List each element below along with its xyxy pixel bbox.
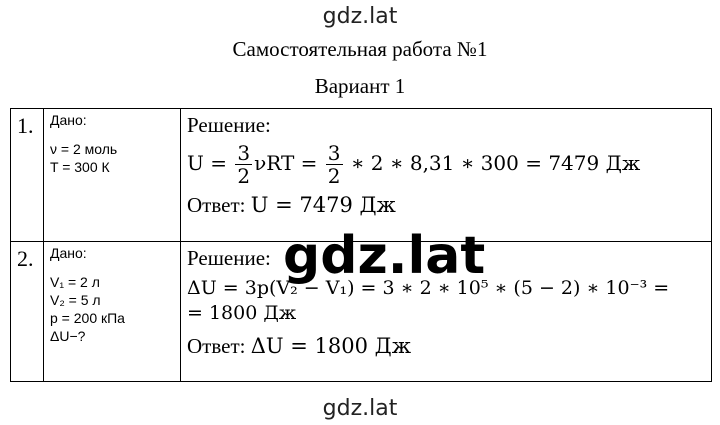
problem-number: 1. [11,109,44,242]
fraction [326,142,343,187]
answer-line [187,334,711,359]
solution-line-2: = 1800 Дж [187,302,297,324]
given-line: T = 300 К [50,159,110,175]
watermark-top: gdz.lat [322,4,398,29]
given-line: ΔU−? [50,328,86,344]
formula-rest: ∗ 2 ∗ 8,31 ∗ 300 = 7479 Дж [350,151,641,175]
fraction [235,142,252,187]
solution-line-1: ΔU = 3p(V₂ − V₁) = 3 ∗ 2 ∗ 10⁵ ∗ (5 − 2) ∗ 10⁻³ = [187,277,670,299]
problem-number: 2. [11,242,44,382]
given-label: Дано: [50,245,87,261]
given-cell [44,109,181,242]
given-line: ν = 2 моль [50,141,118,157]
given-line: V₁ = 2 л [50,274,100,290]
formula-lhs: U = [187,151,227,175]
problem-row-1 [11,109,712,242]
watermark-center: gdz.lat [283,226,486,286]
variant-heading: Вариант 1 [314,74,406,98]
solution-formula [187,142,711,187]
answer-value: ΔU = 1800 Дж [250,334,412,358]
fraction-denominator: 2 [237,164,251,188]
formula-mid: νRT = [254,151,318,175]
solution-label: Решение: [187,113,271,137]
answer-label: Ответ: [187,334,246,358]
page-title: Самостоятельная работа №1 [232,37,488,61]
fraction-numerator: 3 [237,141,251,165]
solution-label: Решение: [187,246,271,270]
given-line: V₂ = 5 л [50,292,101,308]
fraction-numerator: 3 [327,141,341,165]
given-cell [44,242,181,382]
given-line: p = 200 кПа [50,310,125,326]
answer-label: Ответ: [187,193,246,217]
answer-value: U = 7479 Дж [250,193,396,217]
watermark-bottom: gdz.lat [322,396,398,421]
answer-line [187,193,711,218]
solution-cell [181,109,712,242]
fraction-denominator: 2 [327,164,341,188]
given-label: Дано: [50,112,87,128]
